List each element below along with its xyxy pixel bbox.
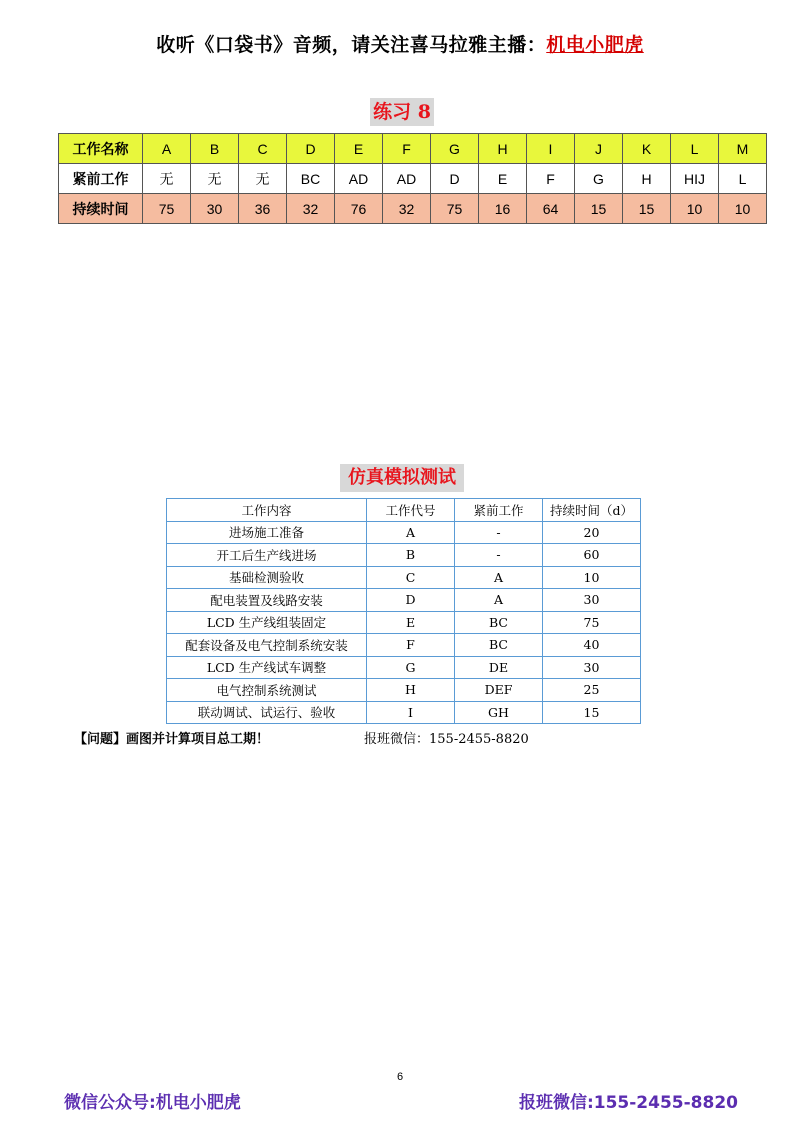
- header-prefix: 收听《口袋书》音频，请关注喜马拉雅主播：: [156, 34, 547, 56]
- table-cell: 配套设备及电气控制系统安装: [167, 634, 367, 657]
- table-cell: C: [367, 566, 455, 589]
- table-cell: 20: [543, 521, 641, 544]
- table-row: [167, 566, 641, 589]
- table-cell: C: [239, 134, 287, 164]
- table-cell: HIJ: [671, 164, 719, 194]
- table-row: [167, 521, 641, 544]
- header-cell-code: 工作代号: [367, 499, 455, 522]
- table-cell: 25: [543, 679, 641, 702]
- table-cell: 16: [479, 194, 527, 224]
- table-row: [167, 589, 641, 612]
- row-header-cell: 持续时间: [59, 194, 143, 224]
- table-cell: 无: [191, 164, 239, 194]
- table-cell: 10: [719, 194, 767, 224]
- table-cell: 76: [335, 194, 383, 224]
- header-cell-predecessor: 紧前工作: [455, 499, 543, 522]
- table-cell: 30: [543, 656, 641, 679]
- exercise-title: 练习 8: [370, 98, 434, 126]
- table-cell: G: [431, 134, 479, 164]
- table-cell: BC: [455, 611, 543, 634]
- host-name-link[interactable]: 机电小肥虎: [546, 34, 644, 56]
- table-row: [167, 656, 641, 679]
- table-cell: 30: [543, 589, 641, 612]
- table-cell: 40: [543, 634, 641, 657]
- table-row: [59, 194, 767, 224]
- table-cell: -: [455, 544, 543, 567]
- table-cell: 60: [543, 544, 641, 567]
- table-cell: BC: [455, 634, 543, 657]
- table-cell: -: [455, 521, 543, 544]
- table-cell: 15: [543, 701, 641, 724]
- table-cell: 32: [383, 194, 431, 224]
- table-cell: 15: [575, 194, 623, 224]
- exercise-table: [58, 133, 767, 224]
- table-cell: GH: [455, 701, 543, 724]
- table-row: [167, 634, 641, 657]
- table-cell: I: [527, 134, 575, 164]
- table-cell: 进场施工准备: [167, 521, 367, 544]
- simulation-table: [166, 498, 641, 724]
- table-cell: A: [367, 521, 455, 544]
- table-cell: 无: [143, 164, 191, 194]
- table-row: [167, 611, 641, 634]
- table-cell: D: [431, 164, 479, 194]
- table-cell: A: [143, 134, 191, 164]
- table-cell: 无: [239, 164, 287, 194]
- table-cell: 联动调试、试运行、验收: [167, 701, 367, 724]
- table-cell: F: [527, 164, 575, 194]
- table-cell: 75: [143, 194, 191, 224]
- table-cell: 36: [239, 194, 287, 224]
- table-cell: 64: [527, 194, 575, 224]
- page-number: 6: [396, 1071, 404, 1083]
- table-cell: H: [479, 134, 527, 164]
- table-cell: A: [455, 589, 543, 612]
- table-cell: 75: [431, 194, 479, 224]
- table-row: [59, 134, 767, 164]
- table-cell: L: [671, 134, 719, 164]
- table-cell: 30: [191, 194, 239, 224]
- table-cell: LCD 生产线组装固定: [167, 611, 367, 634]
- header-cell-duration: 持续时间（d）: [543, 499, 641, 522]
- row-header-cell: 工作名称: [59, 134, 143, 164]
- table-cell: L: [719, 164, 767, 194]
- table-cell: E: [335, 134, 383, 164]
- page-header: [0, 30, 800, 57]
- table-cell: 75: [543, 611, 641, 634]
- table-cell: LCD 生产线试车调整: [167, 656, 367, 679]
- table-cell: 15: [623, 194, 671, 224]
- question-text: 【问题】画图并计算项目总工期！: [74, 732, 270, 747]
- table-cell: D: [367, 589, 455, 612]
- table-cell: DE: [455, 656, 543, 679]
- table-cell: M: [719, 134, 767, 164]
- simulation-title: 仿真模拟测试: [340, 464, 464, 492]
- table-cell: G: [367, 656, 455, 679]
- table-header-row: [167, 499, 641, 522]
- table-cell: AD: [335, 164, 383, 194]
- table-cell: D: [287, 134, 335, 164]
- table-cell: 基础检测验收: [167, 566, 367, 589]
- table-cell: DEF: [455, 679, 543, 702]
- contact-wechat-mid: 报班微信：155-2455-8820: [364, 732, 529, 747]
- table-row: [167, 544, 641, 567]
- row-header-cell: 紧前工作: [59, 164, 143, 194]
- table-cell: 开工后生产线进场: [167, 544, 367, 567]
- table-cell: 10: [671, 194, 719, 224]
- table-cell: J: [575, 134, 623, 164]
- table-cell: BC: [287, 164, 335, 194]
- table-cell: G: [575, 164, 623, 194]
- table-cell: F: [383, 134, 431, 164]
- footer-wechat-account: 微信公众号:机电小肥虎: [64, 1093, 241, 1113]
- table-row: [167, 679, 641, 702]
- table-cell: H: [623, 164, 671, 194]
- table-cell: AD: [383, 164, 431, 194]
- table-cell: I: [367, 701, 455, 724]
- footer-wechat-contact: 报班微信:155-2455-8820: [518, 1093, 738, 1113]
- table-cell: 10: [543, 566, 641, 589]
- table-cell: 配电装置及线路安装: [167, 589, 367, 612]
- table-row: [59, 164, 767, 194]
- table-cell: B: [191, 134, 239, 164]
- table-cell: K: [623, 134, 671, 164]
- table-cell: H: [367, 679, 455, 702]
- table-cell: F: [367, 634, 455, 657]
- table-cell: 32: [287, 194, 335, 224]
- table-cell: 电气控制系统测试: [167, 679, 367, 702]
- table-cell: E: [479, 164, 527, 194]
- table-cell: B: [367, 544, 455, 567]
- table-row: [167, 701, 641, 724]
- table-cell: E: [367, 611, 455, 634]
- table-cell: A: [455, 566, 543, 589]
- header-cell-content: 工作内容: [167, 499, 367, 522]
